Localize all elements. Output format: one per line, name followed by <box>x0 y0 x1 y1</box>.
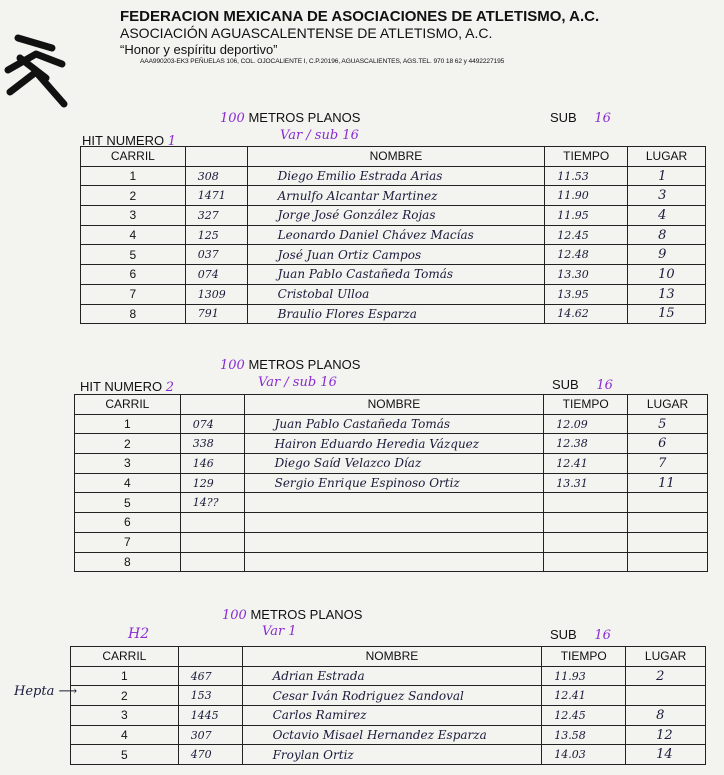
name-cell: Braulio Flores Esparza <box>247 304 545 324</box>
association-title: ASOCIACIÓN AGUASCALENTENSE DE ATLETISMO, A.C. <box>120 25 493 41</box>
bib-cell: 327 <box>185 206 247 226</box>
table-row <box>81 284 706 304</box>
bib-cell <box>180 552 244 572</box>
table-row <box>75 513 708 533</box>
sub-label-2 <box>552 377 613 393</box>
name-cell: Arnulfo Alcantar Martinez <box>247 186 545 206</box>
table-row <box>75 552 708 572</box>
motto: “Honor y espíritu deportivo” <box>120 42 278 57</box>
side-note-text: Hepta <box>14 684 55 699</box>
bib-cell: 146 <box>180 454 244 474</box>
col-place: LUGAR <box>628 395 708 415</box>
time-cell: 12.38 <box>544 434 628 454</box>
place-cell: 3 <box>628 186 706 206</box>
place-cell: 5 <box>628 414 708 434</box>
bib-cell: 1445 <box>178 706 242 726</box>
lane-cell: 6 <box>75 513 181 533</box>
time-cell: 12.45 <box>545 225 628 245</box>
federation-title: FEDERACION MEXICANA DE ASOCIACIONES DE ATLETISMO, A.C. <box>120 8 600 25</box>
table-body <box>71 666 706 764</box>
lane-cell: 1 <box>75 414 181 434</box>
sub-label: SUB <box>550 110 577 125</box>
event-distance: 100 <box>220 111 245 126</box>
place-cell <box>626 686 706 706</box>
lane-cell: 3 <box>71 706 179 726</box>
lane-cell: 5 <box>75 493 181 513</box>
table-row <box>81 225 706 245</box>
time-cell <box>544 513 628 533</box>
time-cell <box>544 493 628 513</box>
lane-cell: 8 <box>81 304 186 324</box>
col-time: TIEMPO <box>544 395 628 415</box>
event-title-3 <box>222 607 362 623</box>
table-row <box>81 265 706 285</box>
sub-value: 16 <box>594 111 611 126</box>
table-row <box>81 206 706 226</box>
table-row <box>71 725 706 745</box>
name-cell <box>244 513 544 533</box>
results-table-2 <box>74 394 708 572</box>
table-header-row <box>71 647 706 667</box>
event-title-1 <box>220 110 360 126</box>
name-cell: Diego Saíd Velazco Díaz <box>244 454 544 474</box>
association-logo-icon <box>2 30 72 110</box>
name-cell: Leonardo Daniel Chávez Macías <box>247 225 545 245</box>
lane-cell: 4 <box>71 725 179 745</box>
table-header-row <box>81 147 706 167</box>
lane-cell: 7 <box>75 532 181 552</box>
lane-cell: 6 <box>81 265 186 285</box>
table-row <box>75 473 708 493</box>
name-cell: Adrian Estrada <box>242 666 542 686</box>
hit-label: HIT NUMERO <box>80 379 163 394</box>
time-cell: 13.95 <box>545 284 628 304</box>
table-row <box>81 304 706 324</box>
place-cell: 8 <box>626 706 706 726</box>
place-cell: 9 <box>628 245 706 265</box>
hit-label-3: H2 <box>128 626 150 642</box>
name-cell <box>244 532 544 552</box>
category-2: Var / sub 16 <box>258 375 337 390</box>
sub-value: 16 <box>596 378 613 393</box>
bib-cell: 14?? <box>180 493 244 513</box>
col-name: NOMBRE <box>247 147 545 167</box>
table-row <box>75 414 708 434</box>
place-cell <box>628 493 708 513</box>
hit-number: 1 <box>167 134 177 149</box>
lane-cell: 2 <box>75 434 181 454</box>
place-cell: 1 <box>628 166 706 186</box>
place-cell <box>628 532 708 552</box>
time-cell: 11.95 <box>545 206 628 226</box>
place-cell <box>628 552 708 572</box>
bib-cell: 037 <box>185 245 247 265</box>
results-table-1 <box>80 146 706 324</box>
side-note <box>14 684 77 699</box>
time-cell: 11.90 <box>545 186 628 206</box>
time-cell: 12.48 <box>545 245 628 265</box>
category-1: Var / sub 16 <box>280 128 359 143</box>
bib-cell: 791 <box>185 304 247 324</box>
sub-label: SUB <box>552 377 579 392</box>
table-body <box>75 414 708 572</box>
bib-cell: 074 <box>180 414 244 434</box>
hit-label-2 <box>80 379 174 395</box>
lane-cell: 5 <box>81 245 186 265</box>
time-cell: 14.03 <box>542 745 626 765</box>
category-3: Var 1 <box>262 624 297 639</box>
col-name: NOMBRE <box>244 395 544 415</box>
name-cell: Hairon Eduardo Heredia Vázquez <box>244 434 544 454</box>
lane-cell: 4 <box>81 225 186 245</box>
bib-cell: 470 <box>178 745 242 765</box>
place-cell: 14 <box>626 745 706 765</box>
lane-cell: 8 <box>75 552 181 572</box>
sub-value: 16 <box>594 628 611 643</box>
event-name: METROS PLANOS <box>250 607 363 622</box>
place-cell: 7 <box>628 454 708 474</box>
table-row <box>71 745 706 765</box>
time-cell: 12.41 <box>542 686 626 706</box>
time-cell: 14.62 <box>545 304 628 324</box>
lane-cell: 5 <box>71 745 179 765</box>
bib-cell: 153 <box>178 686 242 706</box>
time-cell: 13.31 <box>544 473 628 493</box>
place-cell: 6 <box>628 434 708 454</box>
sub-label: SUB <box>550 627 577 642</box>
table-row <box>75 532 708 552</box>
col-lane: CARRIL <box>71 647 179 667</box>
hit-number: 2 <box>165 380 175 395</box>
table-header-row <box>75 395 708 415</box>
col-place: LUGAR <box>628 147 706 167</box>
name-cell: Diego Emilio Estrada Arias <box>247 166 545 186</box>
time-cell <box>544 552 628 572</box>
table-row <box>81 166 706 186</box>
hit-label: HIT NUMERO <box>82 133 165 148</box>
col-place: LUGAR <box>626 647 706 667</box>
table-row <box>71 686 706 706</box>
table-row <box>71 706 706 726</box>
place-cell: 10 <box>628 265 706 285</box>
col-lane: CARRIL <box>81 147 186 167</box>
col-time: TIEMPO <box>542 647 626 667</box>
place-cell: 11 <box>628 473 708 493</box>
event-distance: 100 <box>222 608 247 623</box>
col-bib <box>178 647 242 667</box>
name-cell: Froylan Ortiz <box>242 745 542 765</box>
name-cell: Juan Pablo Castañeda Tomás <box>244 414 544 434</box>
table-row <box>75 454 708 474</box>
lane-cell: 2 <box>81 186 186 206</box>
name-cell: Octavio Misael Hernandez Esparza <box>242 725 542 745</box>
event-name: METROS PLANOS <box>248 357 361 372</box>
time-cell: 11.93 <box>542 666 626 686</box>
lane-cell: 3 <box>75 454 181 474</box>
time-cell: 12.41 <box>544 454 628 474</box>
arrow-right-icon: ⟶ <box>58 684 78 699</box>
table-row <box>75 493 708 513</box>
results-table-3 <box>70 646 706 765</box>
place-cell: 13 <box>628 284 706 304</box>
table-row <box>81 245 706 265</box>
lane-cell: 1 <box>71 666 179 686</box>
table-row <box>81 186 706 206</box>
bib-cell <box>180 532 244 552</box>
col-bib <box>185 147 247 167</box>
col-name: NOMBRE <box>242 647 542 667</box>
time-cell: 13.30 <box>545 265 628 285</box>
time-cell: 13.58 <box>542 725 626 745</box>
place-cell <box>628 513 708 533</box>
bib-cell: 129 <box>180 473 244 493</box>
lane-cell: 4 <box>75 473 181 493</box>
table-row <box>71 666 706 686</box>
name-cell: Sergio Enrique Espinoso Ortiz <box>244 473 544 493</box>
bib-cell: 467 <box>178 666 242 686</box>
place-cell: 15 <box>628 304 706 324</box>
bib-cell: 307 <box>178 725 242 745</box>
lane-cell: 1 <box>81 166 186 186</box>
bib-cell: 338 <box>180 434 244 454</box>
name-cell: Cesar Iván Rodriguez Sandoval <box>242 686 542 706</box>
table-row <box>75 434 708 454</box>
lane-cell: 2 <box>71 686 179 706</box>
event-name: METROS PLANOS <box>248 110 361 125</box>
col-bib <box>180 395 244 415</box>
time-cell: 12.09 <box>544 414 628 434</box>
event-distance: 100 <box>220 358 245 373</box>
time-cell: 12.45 <box>542 706 626 726</box>
name-cell: Juan Pablo Castañeda Tomás <box>247 265 545 285</box>
name-cell: Cristobal Ulloa <box>247 284 545 304</box>
bib-cell: 1471 <box>185 186 247 206</box>
lane-cell: 3 <box>81 206 186 226</box>
col-time: TIEMPO <box>545 147 628 167</box>
col-lane: CARRIL <box>75 395 181 415</box>
time-cell <box>544 532 628 552</box>
sub-label-3 <box>550 627 611 643</box>
name-cell: Jorge José González Rojas <box>247 206 545 226</box>
name-cell <box>244 493 544 513</box>
bib-cell <box>180 513 244 533</box>
name-cell <box>244 552 544 572</box>
place-cell: 8 <box>628 225 706 245</box>
name-cell: José Juan Ortiz Campos <box>247 245 545 265</box>
name-cell: Carlos Ramirez <box>242 706 542 726</box>
bib-cell: 308 <box>185 166 247 186</box>
table-body <box>81 166 706 324</box>
place-cell: 4 <box>628 206 706 226</box>
lane-cell: 7 <box>81 284 186 304</box>
place-cell: 2 <box>626 666 706 686</box>
time-cell: 11.53 <box>545 166 628 186</box>
bib-cell: 1309 <box>185 284 247 304</box>
event-title-2 <box>220 357 360 373</box>
address-line: AAA990203-EK3 PEÑUELAS 106, COL. OJOCALIENTE I, C.P.20196, AGUASCALIENTES, AGS.TEL. 970 18 62 y 4492227195 <box>140 58 505 65</box>
sub-label-1 <box>550 110 611 126</box>
bib-cell: 125 <box>185 225 247 245</box>
bib-cell: 074 <box>185 265 247 285</box>
place-cell: 12 <box>626 725 706 745</box>
